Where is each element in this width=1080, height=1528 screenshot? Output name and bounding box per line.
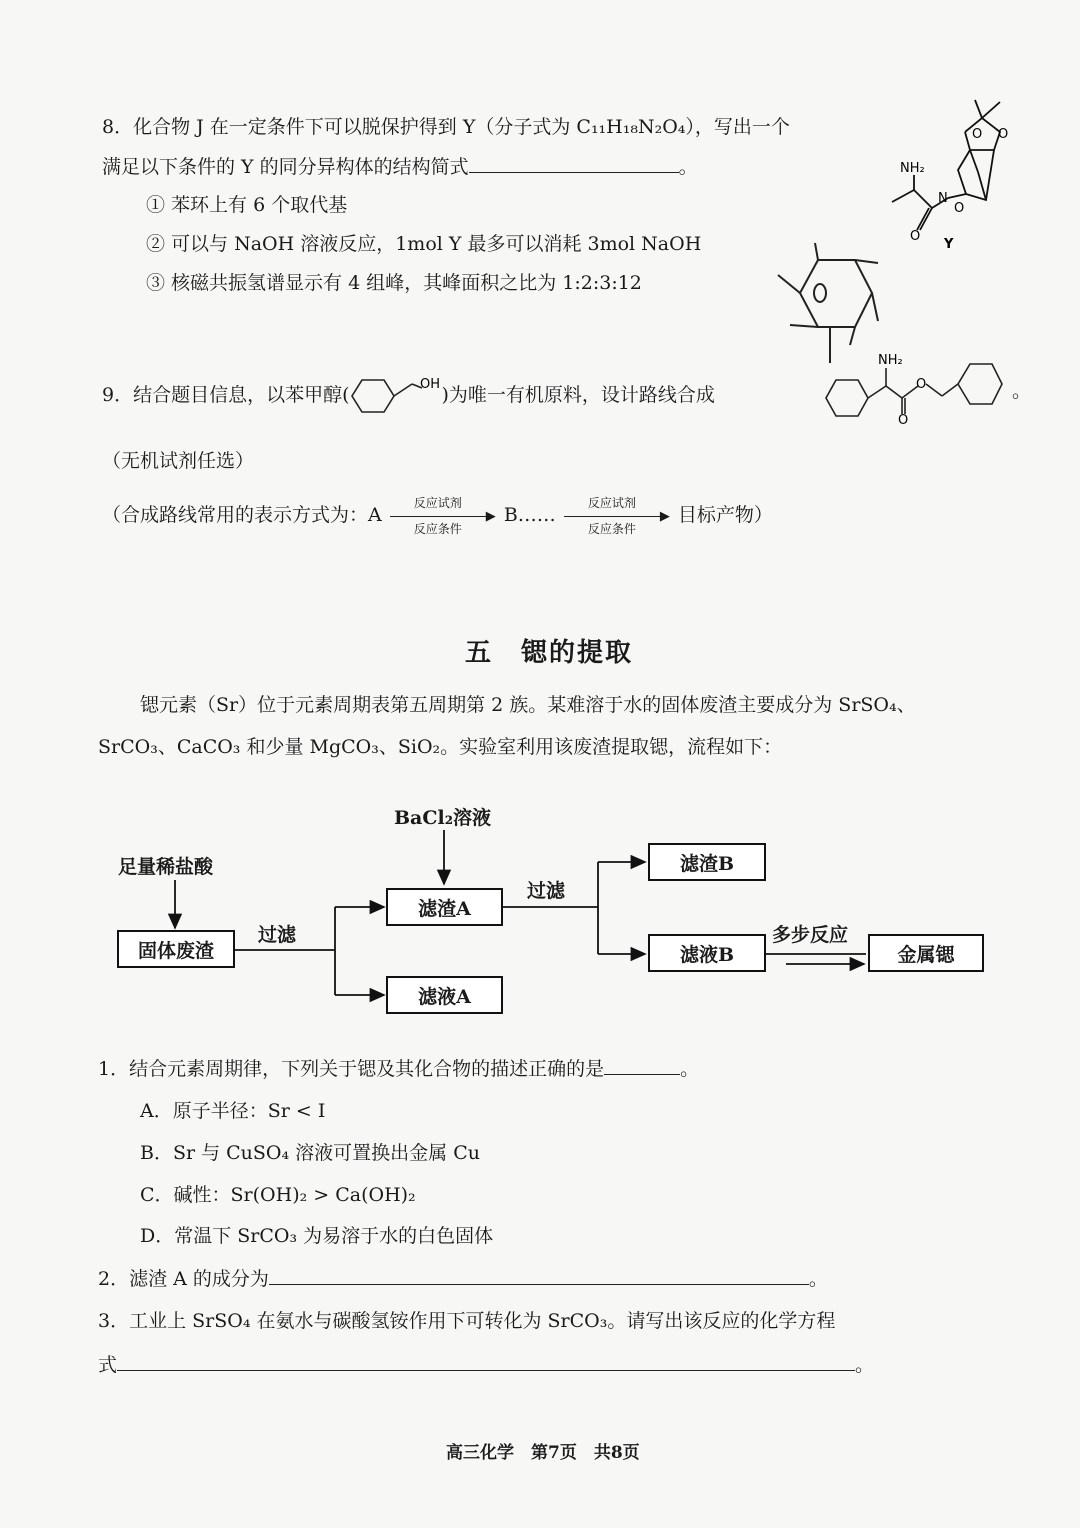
question-2: [98, 1264, 828, 1291]
q9-note2-prefix: （合成路线常用的表示方式为：A: [102, 504, 382, 526]
target-molecule-structure: [822, 340, 1012, 425]
q8-condition-2: ② 可以与 NaOH 溶液反应，1mol Y 最多可以消耗 3mol NaOH: [146, 233, 702, 255]
section-intro-line2: SrCO₃、CaCO₃ 和少量 MgCO₃、SiO₂。实验室利用该废渣提取锶，流程如下：: [98, 736, 783, 758]
question-2-blank[interactable]: [269, 1266, 809, 1285]
benzyl-alcohol-structure: [350, 376, 442, 416]
question-1-end: 。: [680, 1058, 700, 1080]
q8-condition-3: ③ 核磁共振氢谱显示有 4 组峰，其峰面积之比为 1:2:3:12: [146, 272, 642, 294]
q9-note2: [102, 496, 773, 536]
q9-note2-mid: B……: [503, 504, 556, 526]
q8-condition-1: ① 苯环上有 6 个取代基: [146, 194, 348, 216]
question-2-text: 2．滤渣 A 的成分为: [98, 1268, 269, 1290]
route-arrow-2: 反应试剂 ▶ 反应条件: [562, 506, 672, 526]
box-filtrate-a: 滤液A: [386, 976, 503, 1014]
box-residue-b: 滤渣B: [648, 843, 766, 881]
q9-end: 。: [1012, 380, 1032, 402]
reagent-hcl: 足量稀盐酸: [118, 856, 214, 878]
mol-y-label: Y: [944, 237, 954, 252]
target-nh2: NH₂: [878, 353, 903, 368]
question-1-text: 1．结合元素周期律，下列关于锶及其化合物的描述正确的是: [98, 1058, 605, 1080]
q8-line2: [102, 152, 698, 179]
route-arrow-2-top: 反应试剂: [587, 496, 636, 510]
route-arrow-1: 反应试剂 ▶ 反应条件: [388, 506, 498, 526]
mol-y-o2: O: [998, 127, 1009, 142]
section-intro-line1: 锶元素（Sr）位于元素周期表第五周期第 2 族。某难溶于水的固体废渣主要成分为 SrSO₄、: [140, 694, 916, 716]
flowchart-connectors: [0, 790, 1080, 1030]
question-3-blank[interactable]: [117, 1352, 855, 1371]
label-filter-2: 过滤: [527, 880, 566, 902]
q9-note1: （无机试剂任选）: [102, 450, 255, 472]
question-2-end: 。: [808, 1268, 828, 1290]
reagent-bacl2: BaCl₂溶液: [394, 807, 492, 829]
mol-y-o4: O: [910, 229, 921, 244]
section-title: 五 锶的提取: [465, 638, 634, 668]
question-3-end: 。: [855, 1354, 875, 1376]
molecule-y-structure: [870, 90, 1030, 260]
q8-line1: 8．化合物 J 在一定条件下可以脱保护得到 Y（分子式为 C₁₁H₁₈N₂O₄），写出一个: [102, 116, 790, 138]
route-arrow-2-bottom: 反应条件: [587, 522, 636, 536]
mol-y-n: N: [938, 191, 948, 206]
q8-line2-end: 。: [678, 156, 698, 178]
route-arrow-1-top: 反应试剂: [413, 496, 462, 510]
target-o-carbonyl: O: [898, 413, 909, 425]
question-1: [98, 1054, 699, 1081]
question-3-line2: [98, 1350, 874, 1377]
q9-note2-suffix: 目标产物）: [677, 504, 773, 526]
mol-y-nh2: NH₂: [900, 161, 925, 176]
option-d[interactable]: D．常温下 SrCO₃ 为易溶于水的白色固体: [140, 1225, 494, 1247]
box-metal-sr: 金属锶: [868, 934, 984, 972]
box-filtrate-b: 滤液B: [648, 934, 766, 972]
benzyl-oh: OH: [419, 377, 440, 392]
mol-y-o3: O: [954, 201, 965, 216]
q8-answer-blank[interactable]: [469, 154, 679, 173]
q9-line: [102, 376, 715, 416]
q9-prefix: 9．结合题目信息，以苯甲醇(: [102, 384, 350, 406]
option-a[interactable]: A．原子半径：Sr < I: [140, 1100, 326, 1122]
target-o-ester: O: [916, 377, 927, 392]
route-arrow-1-bottom: 反应条件: [413, 522, 462, 536]
question-1-blank[interactable]: [604, 1056, 680, 1075]
mol-y-o1: O: [972, 127, 983, 142]
page-footer: 高三化学 第7页 共8页: [446, 1443, 640, 1463]
box-residue-a: 滤渣A: [386, 888, 503, 926]
option-b[interactable]: B．Sr 与 CuSO₄ 溶液可置换出金属 Cu: [140, 1142, 480, 1164]
label-filter-1: 过滤: [258, 924, 297, 946]
option-c[interactable]: C．碱性：Sr(OH)₂ > Ca(OH)₂: [140, 1184, 416, 1206]
box-solid-waste: 固体废渣: [117, 930, 235, 968]
question-3-text: 式: [98, 1354, 118, 1376]
q8-line2-text: 满足以下条件的 Y 的同分异构体的结构简式: [102, 156, 469, 178]
q9-middle: )为唯一有机原料，设计路线合成: [441, 384, 715, 406]
label-multi-step: 多步反应: [772, 924, 849, 946]
question-3-line1: 3．工业上 SrSO₄ 在氨水与碳酸氢铵作用下可转化为 SrCO₃。请写出该反应的化学方程: [98, 1310, 836, 1332]
